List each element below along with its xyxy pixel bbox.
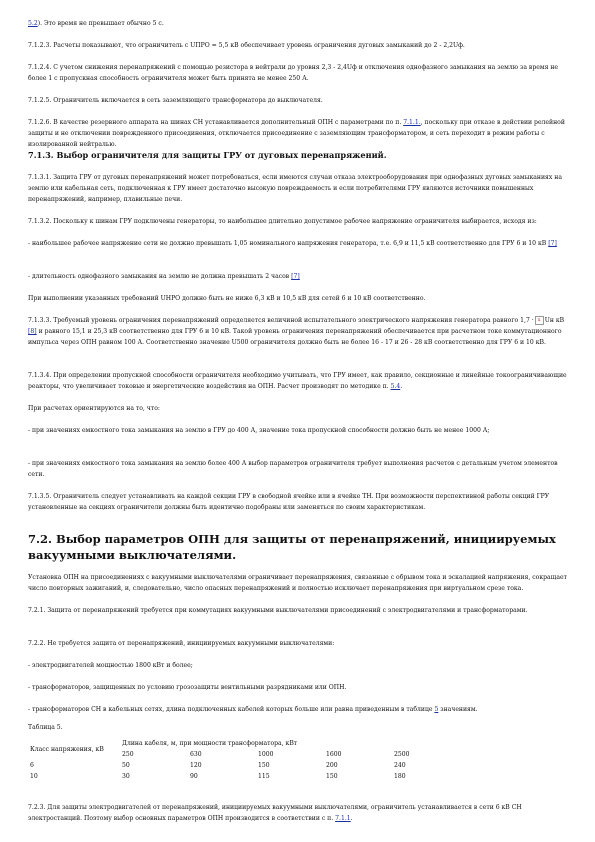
paragraph-7-1-2-3: 7.1.2.3. Расчеты показывают, что ограничитель с UПРО = 5,5 кВ обеспечивает уровень ограничения дуговых замыканий до 2 - 2,2Uф.: [28, 42, 465, 49]
link-7-1-1[interactable]: 7.1.1.: [403, 119, 421, 126]
table-cell: 6: [30, 762, 34, 769]
table-cell: 250: [122, 751, 134, 758]
paragraph-7-1-2-5: 7.1.2.5. Ограничитель включается в сеть заземляющего трансформатора до выключателя.: [28, 97, 323, 104]
table-cell: 1600: [326, 751, 342, 758]
paragraph-7-1-2-6: 7.1.2.6. В качестве резервного аппарата на шинах СН устанавливается дополнительный ОПН с параметрами по п. 7.1.1., поскольку при отказе в действии релейной защиты и не отключении поврежденного присоединения, отключается присоединение с заземляющим трансформатором, и сеть переходит в режим работы с изолированной нейтралью.: [28, 119, 565, 148]
paragraph-7-2: Установка ОПН на присоединениях с вакуумными выключателями ограничивает перенапряжения, связанные с обрывом тока и эскалацией напряжения, сокращает число повторных зажиганий, и, следовательно, число опасных перенапряжений и полностью исключает перенапряжения при виртуальном срезе тока.: [28, 574, 567, 592]
cable-length-table: [30, 738, 462, 782]
table-header-cable-length: Длина кабеля, м, при мощности трансформатора, кВт: [122, 740, 298, 747]
table-cell: 30: [122, 773, 130, 780]
bullet-400a-low: - при значениях емкостного тока замыкания на землю в ГРУ до 400 А, значение тока пропускной способности должно быть не менее 1000 А;: [28, 427, 490, 434]
paragraph-7-1-3-4: 7.1.3.4. При определении пропускной способности ограничителя необходимо учитывать, что ГРУ имеет, как правило, секционные и линейные токоограничивающие реакторы, что увеличивает токовые и энергетические воздействия на ОПН. Расчет производят по методике п. 5.4.: [28, 372, 567, 390]
paragraph-7-2-3: 7.2.3. Для защиты электродвигателей от перенапряжений, инициируемых вакуумными выключателями, ограничитель устанавливается в сети 6 кВ СН электростанций. Поэтому выбор основных параметров ОПН производится в соответствии с п. 7.1.1.: [28, 804, 522, 822]
broken-image-icon: x: [535, 316, 544, 325]
table-cell: 10: [30, 773, 38, 780]
bullet-motors: - электродвигателей мощностью 1800 кВт и более;: [28, 662, 193, 669]
paragraph-7-1-3-5: 7.1.3.5. Ограничитель следует устанавливать на каждой секции ГРУ в свободной ячейке или в ячейке ТН. При возможности перспективной работы секций ГРУ установленные на секциях ограничители должны быть идентично подобраны или заменяться по своим характеристикам.: [28, 493, 550, 511]
link-5-4[interactable]: 5.4: [390, 383, 401, 390]
table-row: [30, 760, 462, 771]
paragraph-7-1-3-3: 7.1.3.3. Требуемый уровень ограничения перенапряжений определяется величиной испытательного электрического напряжения генератора равного 1,7 · x Uн кВ [8] и равного 15,1 и 25,3 кВ соответственно для ГРУ 6 и 10 кВ. Такой уровень ограничения перенапряжений обеспечивается при расчетном токе коммутационного импульса через ОПН равном 100 А. Соответственно значение U500 ограничителя должно быть не более 16 - 17 и 26 - 28 кВ соответственно для ГРУ 6 и 10 кВ.: [28, 317, 565, 346]
link-7-1-1b[interactable]: 7.1.1: [335, 815, 351, 822]
table-cell: 630: [190, 751, 202, 758]
bullet-voltage: - наибольшее рабочее напряжение сети не должно превышать 1,05 номинального напряжения генератора, т.е. 6,9 и 11,5 кВ соответственно для ГРУ 6 и 10 кВ [7]: [28, 240, 557, 247]
paragraph-7-2-2: 7.2.2. Не требуется защита от перенапряжений, инициируемых вакуумными выключателями:: [28, 640, 335, 647]
bullet-400a-high: - при значениях емкостного тока замыкания на землю более 400 А выбор параметров ограничителя требует выполнения расчетов с детальным учетом элементов сети.: [28, 460, 558, 478]
table-cell: 1000: [258, 751, 274, 758]
table-cell: 150: [326, 773, 338, 780]
bullet-duration: - длительность однофазного замыкания на землю не должна превышать 2 часов [7]: [28, 273, 300, 280]
link-ref-7[interactable]: [7]: [548, 240, 557, 247]
paragraph-7-1-3-1: 7.1.3.1. Защита ГРУ от дуговых перенапряжений может потребоваться, если имеются случаи отказа электрооборудования при однофазных дуговых замыканиях на землю или кабельная сеть, подключенная к ГРУ имеет достаточно высокую повреждаемость и если потребителями ГРУ являются источники повышенных перенапряжений, например, плавильные печи.: [28, 174, 562, 203]
table-cell: 90: [190, 773, 198, 780]
table-cell: 50: [122, 762, 130, 769]
link-ref-8[interactable]: [8]: [28, 328, 37, 335]
table-header-voltage-class: Класс напряжения, кВ: [30, 745, 104, 753]
table-caption: Таблица 5.: [28, 724, 63, 731]
table-header-row: [30, 738, 462, 749]
paragraph-orient: При расчетах ориентируются на то, что:: [28, 405, 160, 412]
heading-7-2: 7.2. Выбор параметров ОПН для защиты от перенапряжений, инициируемых вакуумными выключателями.: [28, 532, 556, 562]
heading-7-1-3: 7.1.3. Выбор ограничителя для защиты ГРУ от дуговых перенапряжений.: [28, 150, 387, 160]
link-5-2[interactable]: 5.2: [28, 20, 38, 27]
paragraph-7-1-2-4: 7.1.2.4. С учетом снижения перенапряжений с помощью резистора в нейтрали до уровня 2,3 - 2,4Uф и отключения однофазного замыкания на землю за время не более 1 с пропускная способность ограничителя может быть принята не менее 250 А.: [28, 64, 559, 82]
table-cell: 120: [190, 762, 202, 769]
paragraph-7-1-3-2: 7.1.3.2. Поскольку к шинам ГРУ подключены генераторы, то наибольшее длительно допустимое рабочее напряжение ограничителя выбирается, исходя из:: [28, 218, 537, 225]
paragraph-top: 5.2). Это время не превышает обычно 5 с.: [28, 20, 164, 27]
table-row: [30, 771, 462, 782]
table-cell: 2500: [394, 751, 410, 758]
paragraph-upro: При выполнении указанных требований UНРО должно быть не ниже 6,3 кВ и 10,5 кВ для сетей 6 и 10 кВ соответственно.: [28, 295, 426, 302]
table-cell: 150: [258, 762, 270, 769]
table-cell: 115: [258, 773, 270, 780]
bullet-transformers-protected: - трансформаторов, защищенных по условию грозозащиты вентильными разрядниками или ОПН.: [28, 684, 347, 691]
link-table-5[interactable]: 5: [434, 706, 439, 713]
paragraph-7-2-1: 7.2.1. Защита от перенапряжений требуется при коммутациях вакуумными выключателями присоединений с электродвигателями и трансформаторами.: [28, 607, 528, 614]
table-cell: 240: [394, 762, 406, 769]
table-cell: 200: [326, 762, 338, 769]
link-ref-7b[interactable]: [7]: [291, 273, 300, 280]
table-cell: 180: [394, 773, 406, 780]
bullet-transformers-cable: - трансформаторов СН в кабельных сетях, длина подключенных кабелей которых больше или равна приведенным в таблице 5 значениям.: [28, 706, 478, 713]
